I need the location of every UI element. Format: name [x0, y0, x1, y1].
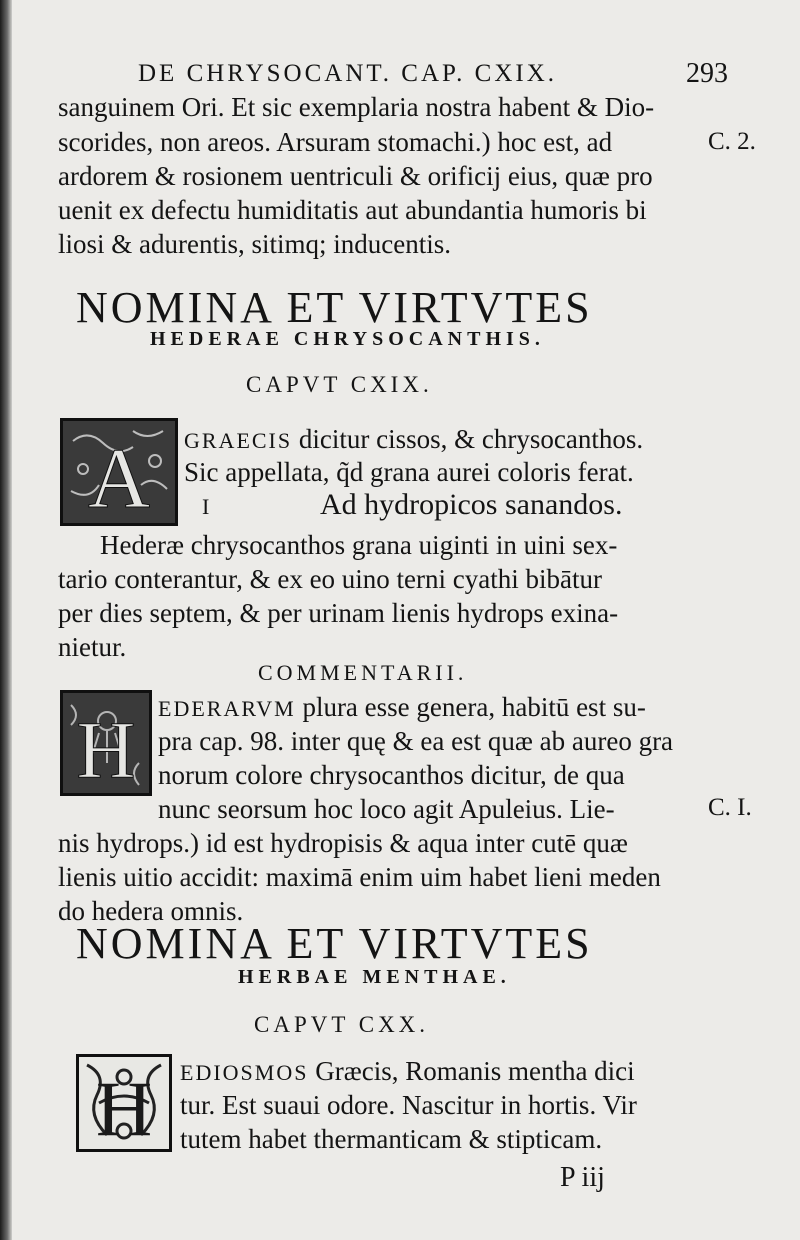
commentary-line: nis hydrops.) id est hydropisis & aqua inter cutē quæ [58, 828, 628, 858]
decorated-initial-h [60, 690, 152, 796]
intro-line: liosi & adurentis, sitimq; inducentis. [58, 229, 451, 259]
initial-letter: A [87, 430, 151, 523]
decorated-initial-a [60, 418, 178, 526]
commentary-line: nunc seorsum hoc loco agit Apuleius. Lie- [158, 794, 615, 824]
comm-lead-smallcaps: EDERARVM [158, 696, 296, 721]
commentary-line: lienis uitio accidit: maximā enim uim habet lieni meden [58, 862, 661, 892]
margin-note: C. 2. [708, 128, 756, 155]
page-binding-shadow [0, 0, 12, 1240]
section-subtitle: HEDERAE CHRYSOCANTHIS. [150, 328, 545, 350]
lead-smallcaps: EDIOSMOS [180, 1060, 309, 1085]
lead-rest: dicitur cissos, & chrysocanthos. [292, 424, 644, 454]
intro-line: sanguinem Ori. Et sic exemplaria nostra habent & Dio- [58, 92, 655, 122]
commentary-line [158, 692, 646, 723]
chapter-heading: CAPVT CXIX. [246, 372, 433, 397]
signature-mark: P iij [560, 1162, 605, 1193]
paragraph-line [184, 424, 643, 455]
section-title: NOMINA ET VIRTVTES [76, 919, 593, 968]
initial-letter: H [76, 704, 136, 793]
section-subtitle: HERBAE MENTHAE. [238, 966, 511, 988]
commentary-line: norum colore chrysocanthos dicitur, de qua [158, 760, 625, 790]
commentary-line: pra cap. 98. inter quę & ea est quæ ab aureo gra [158, 726, 674, 756]
paragraph-line: tutem habet thermanticam & stipticam. [180, 1124, 603, 1154]
commentary-line: do hedera omnis. [58, 896, 244, 926]
recipe-line: Hederæ chrysocanthos grana uiginti in uini sex- [100, 530, 618, 560]
recipe-line: tario conterantur, & ex eo uino terni cyathi bibātur [58, 564, 602, 594]
page-number: 293 [686, 58, 728, 89]
margin-note: C. I. [708, 794, 752, 821]
remedy-number: I [202, 494, 210, 519]
paragraph-line: Sic appellata, q̃d grana aurei coloris ferat. [184, 457, 634, 487]
decorated-initial-h-ornamental [76, 1054, 172, 1152]
remedy-title: Ad hydropicos sanandos. [320, 488, 623, 521]
recipe-line: per dies septem, & per urinam lienis hydrops exina- [58, 598, 619, 628]
intro-line: scorides, non areos. Arsuram stomachi.) hoc est, ad [58, 127, 613, 157]
section-title: NOMINA ET VIRTVTES [76, 283, 593, 332]
intro-line: ardorem & rosionem uentriculi & orificij eius, quæ pro [58, 161, 653, 191]
initial-letter: H [95, 1065, 153, 1149]
commentarii-heading: COMMENTARII. [258, 660, 468, 685]
recipe-line: nietur. [58, 632, 127, 662]
paragraph-line: tur. Est suaui odore. Nascitur in hortis. Vir [180, 1090, 637, 1120]
comm-lead-rest: plura esse genera, habitū est su- [295, 692, 646, 722]
intro-line: uenit ex defectu humiditatis aut abundantia humoris bi [58, 195, 647, 225]
paragraph-line [180, 1056, 635, 1087]
lead-rest: Græcis, Romanis mentha dici [308, 1056, 635, 1086]
lead-smallcaps: GRAECIS [184, 428, 293, 453]
running-head: DE CHRYSOCANT. CAP. CXIX. [138, 60, 558, 87]
chapter-heading: CAPVT CXX. [254, 1012, 430, 1037]
